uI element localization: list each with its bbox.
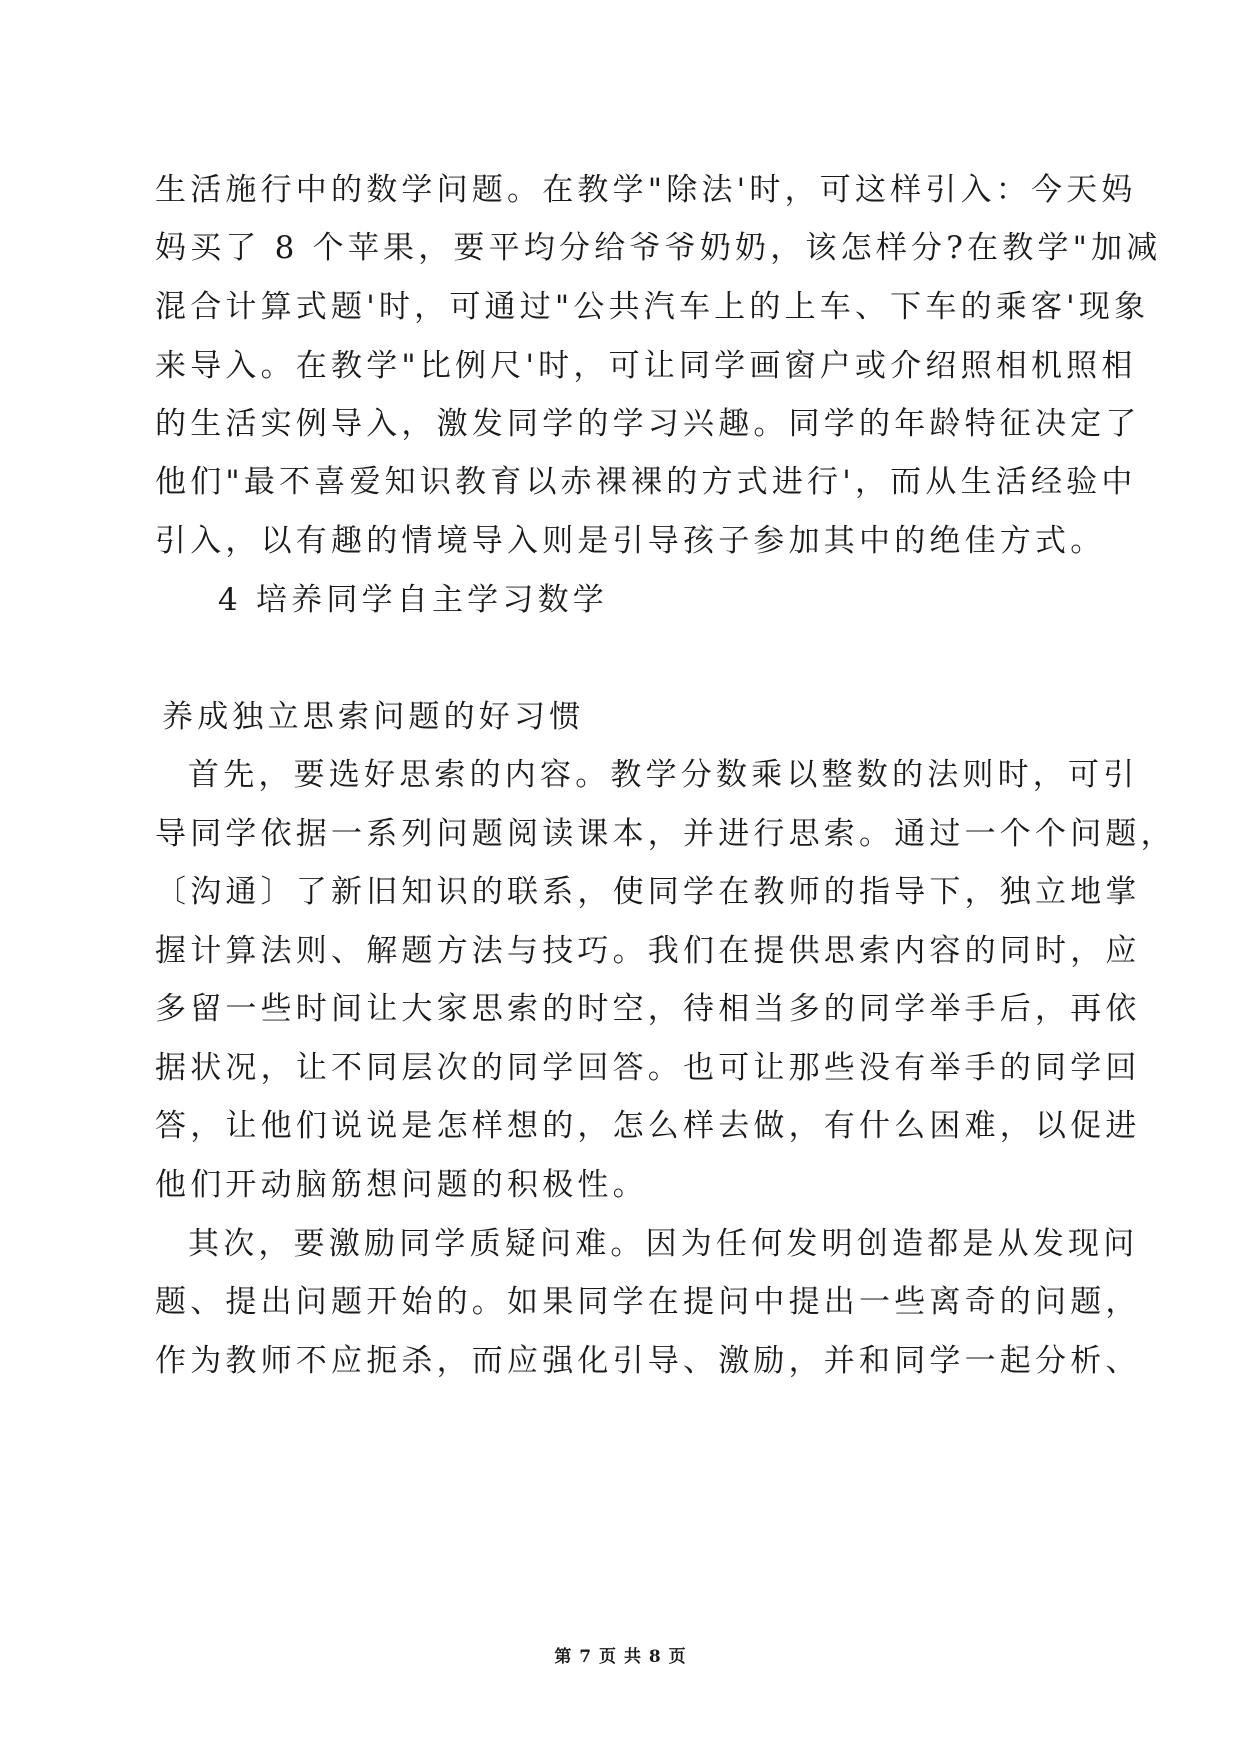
body-line: 〔沟通〕了新旧知识的联系，使同学在教师的指导下，独立地掌 [155,874,1141,910]
body-line: 妈买了 8 个苹果，要平均分给爷爷奶奶，该怎样分?在教学"加减 [155,230,1162,266]
body-line: 他们"最不喜爱知识教育以赤裸裸的方式进行'，而从生活经验中 [155,464,1137,500]
body-line: 作为教师不应扼杀，而应强化引导、激励，并和同学一起分析、 [155,1343,1141,1379]
body-line: 多留一些时间让大家思索的时空，待相当多的同学举手后，再依 [155,991,1141,1027]
body-line: 导同学依据一系列问题阅读课本，并进行思索。通过一个个问题， [155,816,1176,852]
body-line: 生活施行中的数学问题。在教学"除法'时，可这样引入：今天妈 [155,172,1137,208]
body-line: 引入，以有趣的情境导入则是引导孩子参加其中的绝佳方式。 [155,523,1106,559]
body-line: 首先，要选好思索的内容。教学分数乘以整数的法则时，可引 [188,757,1139,793]
body-line: 其次，要激励同学质疑问难。因为任何发明创造都是从发现问 [188,1226,1139,1262]
body-line: 握计算法则、解题方法与技巧。我们在提供思索内容的同时，应 [155,933,1141,969]
body-line: 答，让他们说说是怎样想的，怎么样去做，有什么困难，以促进 [155,1108,1141,1144]
body-line: 混合计算式题'时，可通过"公共汽车上的上车、下车的乘客'现象 [155,289,1150,325]
section-heading: 4 培养同学自主学习数学 [218,582,608,618]
body-line: 的生活实例导入，激发同学的学习兴趣。同学的年龄特征决定了 [155,406,1141,442]
subheading: 养成独立思索问题的好习惯 [162,699,585,735]
body-line: 他们开动脑筋想问题的积极性。 [155,1167,648,1203]
body-line: 据状况，让不同层次的同学回答。也可让那些没有举手的同学回 [155,1050,1141,1086]
body-line: 题、提出问题开始的。如果同学在提问中提出一些离奇的问题， [155,1284,1141,1320]
body-line: 来导入。在教学"比例尺'时，可让同学画窗户或介绍照相机照相 [155,348,1137,384]
page-number-footer: 第 7 页 共 8 页 [554,1647,687,1667]
